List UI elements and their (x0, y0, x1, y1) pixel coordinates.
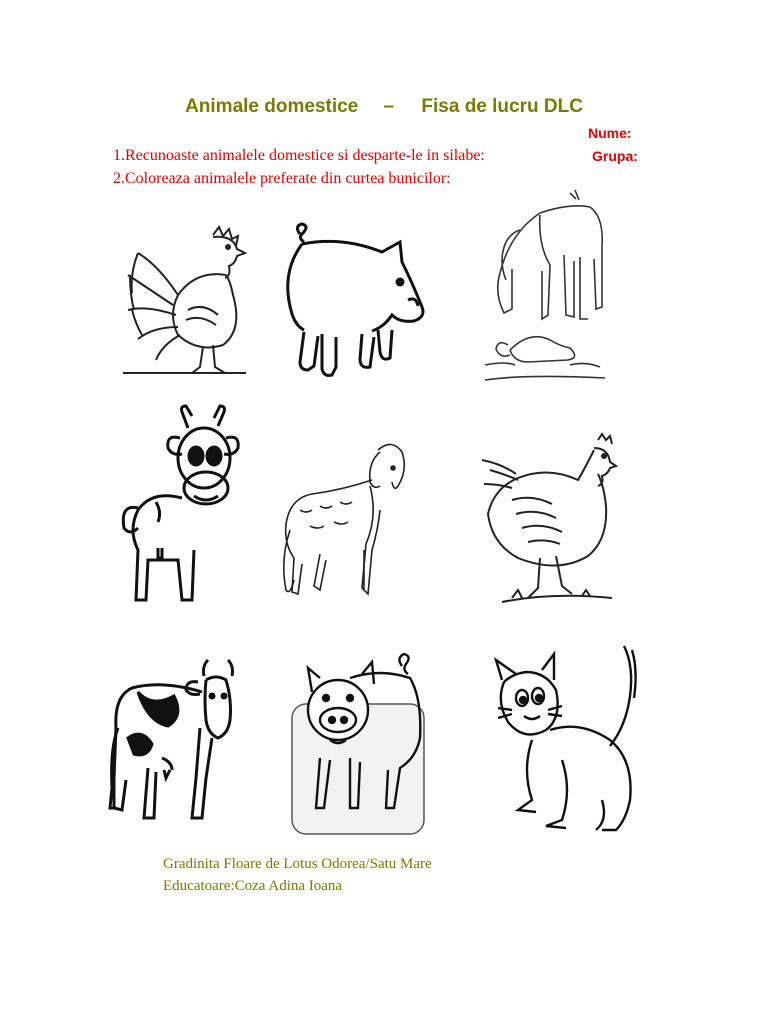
cartoon-cow-icon (118, 398, 243, 610)
instruction-2: 2.Coloreaza animalele preferate din curtea bunicilor: (113, 170, 451, 187)
teacher-name: Educatoare:Coza Adina Ioana (163, 878, 343, 894)
title-dash: – (383, 96, 395, 117)
horse-and-foal-icon (480, 185, 608, 395)
rooster-icon (118, 215, 258, 380)
title-worksheet: Fisa de lucru DLC (421, 96, 583, 117)
name-label: Nume: (588, 125, 632, 141)
instruction-1: 1.Recunoaste animalele domestice si desparte-le in silabe: (113, 147, 485, 164)
spotted-cow-icon (108, 658, 240, 840)
school-name: Gradinita Floare de Lotus Odorea/Satu Mare (163, 856, 432, 872)
hen-icon (472, 430, 622, 610)
pig-icon (282, 222, 437, 387)
cat-icon (492, 640, 644, 840)
worksheet-title (0, 96, 768, 118)
dog-icon (280, 430, 420, 618)
title-topic: Animale domestice (185, 96, 359, 117)
group-label: Grupa: (592, 148, 638, 164)
cartoon-pig-icon (290, 648, 430, 838)
